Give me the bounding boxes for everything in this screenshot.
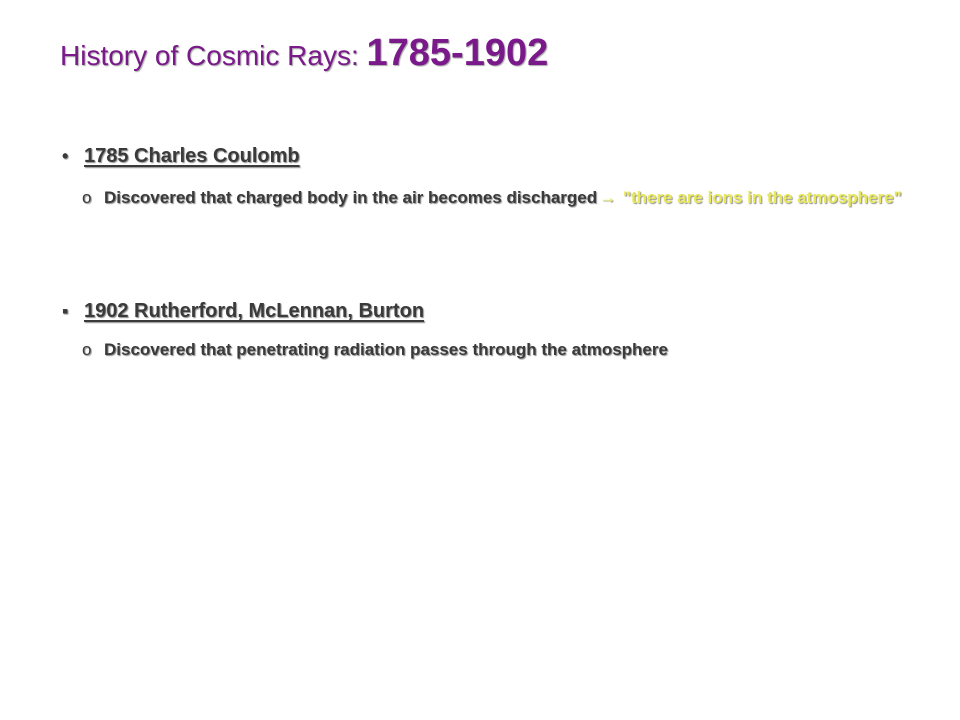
sub-bullet-marker: o [82, 188, 92, 207]
bullet-heading-coulomb: 1785 Charles Coulomb [84, 145, 300, 167]
sub-item-rutherford [82, 338, 902, 361]
sub-bullet-marker: o [82, 340, 92, 359]
bullet-item-rutherford [62, 300, 424, 323]
bullet-marker: • [62, 146, 69, 166]
title-text: History of Cosmic Rays: [60, 40, 367, 71]
sub-item-coulomb [82, 186, 902, 209]
title-years: 1785-1902 [366, 32, 549, 74]
bullet-item-coulomb [62, 145, 300, 168]
arrow-right-icon: → [599, 188, 617, 207]
bullet-marker: ▪ [62, 301, 69, 321]
sub-item-description: Discovered that penetrating radiation passes through the atmosphere [104, 340, 668, 359]
bullet-heading-rutherford: 1902 Rutherford, McLennan, Burton [84, 300, 425, 322]
slide-title [60, 32, 548, 75]
sub-item-text [104, 186, 902, 209]
highlighted-quote: "there are ions in the atmosphere" [618, 188, 902, 207]
sub-item-description: Discovered that charged body in the air becomes discharged [104, 188, 598, 207]
